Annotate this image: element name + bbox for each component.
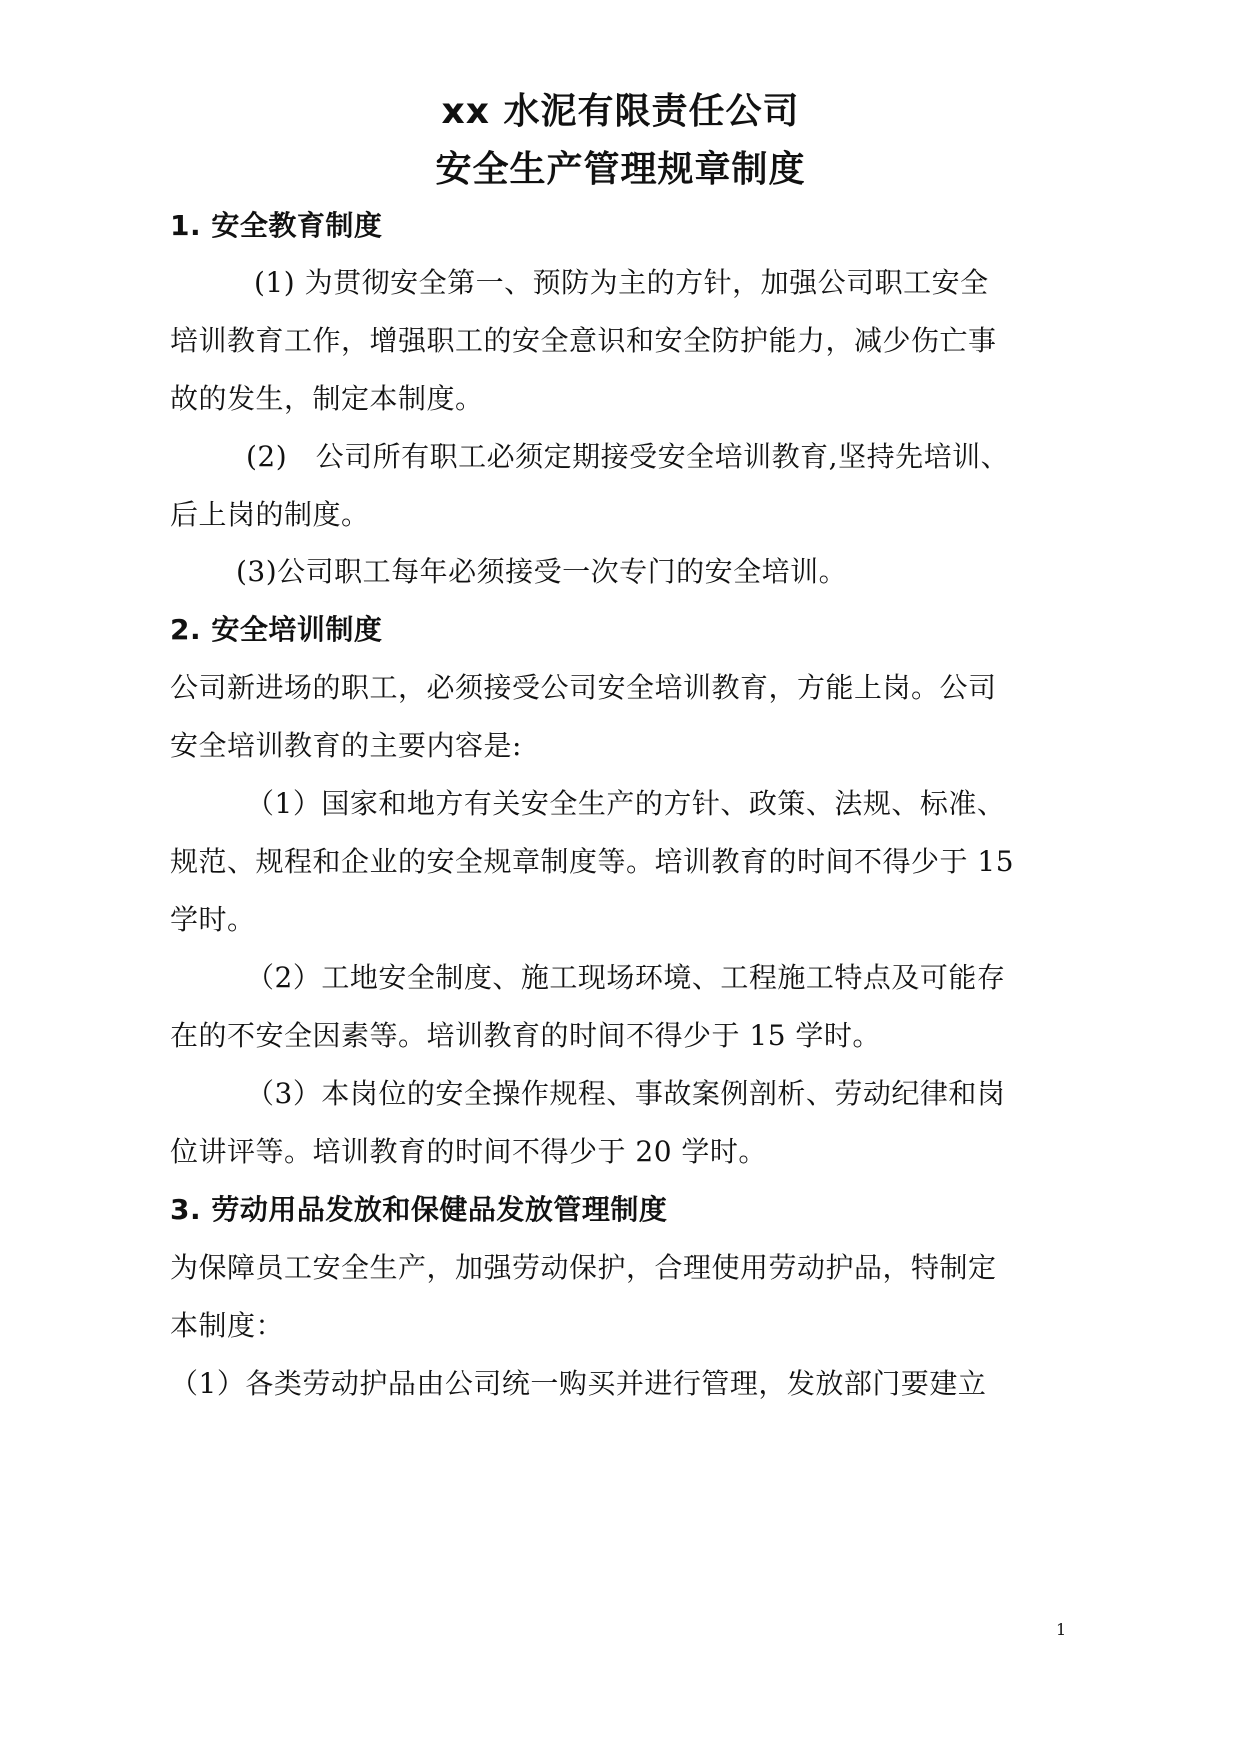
paragraph-line: （1）国家和地方有关安全生产的方针、政策、法规、标准、 [246, 787, 1006, 820]
paragraph-line: 位讲评等。培训教育的时间不得少于 20 学时。 [170, 1135, 767, 1168]
paragraph-line: 故的发生，制定本制度。 [170, 382, 484, 415]
section-heading-1: 1. 安全教育制度 [170, 209, 383, 242]
paragraph-line: (2) 公司所有职工必须定期接受安全培训教育,坚持先培训、 [246, 440, 1010, 473]
paragraph-line: 为保障员工安全生产，加强劳动保护，合理使用劳动护品，特制定 [170, 1251, 997, 1284]
section-heading-2: 2. 安全培训制度 [170, 613, 383, 646]
paragraph-line: 规范、规程和企业的安全规章制度等。培训教育的时间不得少于 15 [170, 845, 1015, 878]
page-number: 1 [1056, 1620, 1067, 1639]
paragraph-line: 培训教育工作，增强职工的安全意识和安全防护能力，减少伤亡事 [170, 324, 997, 357]
paragraph-line: 公司新进场的职工，必须接受公司安全培训教育，方能上岗。公司 [170, 671, 997, 704]
paragraph-line: 本制度： [170, 1309, 285, 1342]
paragraph-line: (3)公司职工每年必须接受一次专门的安全培训。 [236, 555, 848, 588]
paragraph-line: （1）各类劳动护品由公司统一购买并进行管理，发放部门要建立 [170, 1367, 987, 1400]
document-title-main: 安全生产管理规章制度 [435, 149, 806, 190]
section-heading-3: 3. 劳动用品发放和保健品发放管理制度 [170, 1193, 668, 1226]
paragraph-line: 后上岗的制度。 [170, 498, 370, 531]
paragraph-line: （3）本岗位的安全操作规程、事故案例剖析、劳动纪律和岗 [246, 1077, 1006, 1110]
paragraph-line: 安全培训教育的主要内容是: [170, 729, 522, 762]
paragraph-line: 学时。 [170, 903, 256, 936]
paragraph-line: (1) 为贯彻安全第一、预防为主的方针，加强公司职工安全 [254, 266, 989, 299]
document-title-company: xx 水泥有限责任公司 [441, 91, 800, 132]
paragraph-line: 在的不安全因素等。培训教育的时间不得少于 15 学时。 [170, 1019, 881, 1052]
paragraph-line: （2）工地安全制度、施工现场环境、工程施工特点及可能存 [246, 961, 1006, 994]
